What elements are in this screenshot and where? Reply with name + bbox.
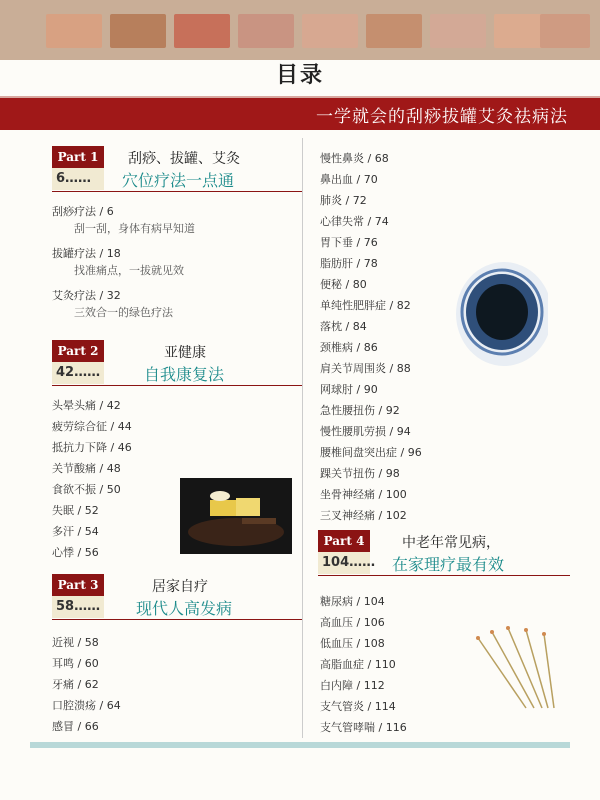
part2-header bbox=[52, 340, 302, 386]
part4-entry: 高脂血症 / 110 bbox=[320, 658, 396, 671]
part3-entry: 牙痛 / 62 bbox=[52, 678, 99, 691]
right-list-entry: 肩关节周围炎 / 88 bbox=[320, 362, 411, 375]
part4-page: 104…… bbox=[318, 552, 370, 574]
part3-rule bbox=[52, 619, 302, 620]
photo-cupping bbox=[174, 14, 230, 48]
part2-entry: 头晕头痛 / 42 bbox=[52, 399, 121, 412]
column-divider bbox=[302, 138, 303, 738]
part4-rule bbox=[318, 575, 570, 576]
part1-rule bbox=[52, 191, 302, 192]
part4-entry: 糖尿病 / 104 bbox=[320, 595, 385, 608]
part2-entry: 多汗 / 54 bbox=[52, 525, 99, 538]
food-photo bbox=[180, 478, 292, 554]
part1-header bbox=[52, 146, 302, 192]
title-banner bbox=[0, 96, 600, 130]
part4-entry: 支气管哮喘 / 116 bbox=[320, 721, 407, 734]
part3-title: 现代人高发病 bbox=[136, 599, 233, 618]
right-list-entry: 急性腰扭伤 / 92 bbox=[320, 404, 400, 417]
right-list-entry: 脂肪肝 / 78 bbox=[320, 257, 378, 270]
part2-entry: 心悸 / 56 bbox=[52, 546, 99, 559]
part4-title: 在家理疗最有效 bbox=[392, 555, 505, 574]
part2-rule bbox=[52, 385, 302, 386]
photo-moxa bbox=[110, 14, 166, 48]
part2-subtitle: 亚健康 bbox=[164, 345, 206, 361]
right-list-entry: 颈椎病 / 86 bbox=[320, 341, 378, 354]
part2-entry: 抵抗力下降 / 46 bbox=[52, 441, 132, 454]
part3-label: Part 3 bbox=[52, 574, 104, 596]
part3-entry: 耳鸣 / 60 bbox=[52, 657, 99, 670]
part3-entry: 口腔溃疡 / 64 bbox=[52, 699, 121, 712]
part3-header bbox=[52, 574, 302, 620]
part1-entry-1: 刮痧疗法 / 6 bbox=[52, 205, 114, 218]
part3-entry: 近视 / 58 bbox=[52, 636, 99, 649]
part2-page: 42…… bbox=[52, 362, 104, 384]
right-list-entry: 腰椎间盘突出症 / 96 bbox=[320, 446, 422, 459]
bottom-bar bbox=[30, 742, 570, 748]
part1-note-1: 刮一刮，身体有病早知道 bbox=[74, 222, 195, 235]
part1-title: 穴位疗法一点通 bbox=[122, 171, 235, 190]
photo-massage bbox=[540, 14, 590, 48]
part1-note-3: 三效合一的绿色疗法 bbox=[74, 306, 173, 319]
part2-entry: 关节酸痛 / 48 bbox=[52, 462, 121, 475]
banner-text: 一学就会的刮痧拔罐艾灸祛病法 bbox=[316, 107, 568, 127]
right-list-entry: 胃下垂 / 76 bbox=[320, 236, 378, 249]
part2-title: 自我康复法 bbox=[144, 365, 225, 384]
part4-label: Part 4 bbox=[318, 530, 370, 552]
right-list-entry: 落枕 / 84 bbox=[320, 320, 367, 333]
right-list-entry: 慢性腰肌劳损 / 94 bbox=[320, 425, 411, 438]
part4-header bbox=[318, 530, 570, 576]
part4-entry: 支气管炎 / 114 bbox=[320, 700, 396, 713]
part1-entry-3: 艾灸疗法 / 32 bbox=[52, 289, 121, 302]
page-title: 目录 bbox=[275, 63, 324, 88]
part4-entry: 高血压 / 106 bbox=[320, 616, 385, 629]
part3-entry: 感冒 / 66 bbox=[52, 720, 99, 733]
part1-label: Part 1 bbox=[52, 146, 104, 168]
needles-illustration bbox=[468, 624, 560, 714]
photo-skin bbox=[366, 14, 422, 48]
part2-entry: 食欲不振 / 50 bbox=[52, 483, 121, 496]
part2-label: Part 2 bbox=[52, 340, 104, 362]
part1-page: 6…… bbox=[52, 168, 104, 190]
part2-entry: 失眠 / 52 bbox=[52, 504, 99, 517]
part2-entry: 疲劳综合征 / 44 bbox=[52, 420, 132, 433]
photo-shoulder bbox=[430, 14, 486, 48]
part4-entry: 白内障 / 112 bbox=[320, 679, 385, 692]
right-list-entry: 慢性鼻炎 / 68 bbox=[320, 152, 389, 165]
right-list-entry: 网球肘 / 90 bbox=[320, 383, 378, 396]
photo-strip bbox=[0, 0, 600, 60]
photo-back-massage bbox=[46, 14, 102, 48]
right-list-entry: 三叉神经痛 / 102 bbox=[320, 509, 407, 522]
right-list-entry: 单纯性肥胖症 / 82 bbox=[320, 299, 411, 312]
part3-page: 58…… bbox=[52, 596, 104, 618]
right-list-entry: 肺炎 / 72 bbox=[320, 194, 367, 207]
part1-subtitle: 刮痧、拔罐、艾灸 bbox=[128, 151, 240, 167]
right-list-entry: 踝关节扭伤 / 98 bbox=[320, 467, 400, 480]
bowl-photo bbox=[452, 258, 548, 370]
right-list-entry: 坐骨神经痛 / 100 bbox=[320, 488, 407, 501]
part4-subtitle: 中老年常见病， bbox=[402, 535, 500, 551]
part3-subtitle: 居家自疗 bbox=[152, 579, 208, 595]
part4-entry: 低血压 / 108 bbox=[320, 637, 385, 650]
part1-note-2: 找准痛点，一拔就见效 bbox=[74, 264, 184, 277]
right-list-entry: 鼻出血 / 70 bbox=[320, 173, 378, 186]
photo-needle bbox=[302, 14, 358, 48]
part1-entry-2: 拔罐疗法 / 18 bbox=[52, 247, 121, 260]
right-list-entry: 心律失常 / 74 bbox=[320, 215, 389, 228]
photo-hand bbox=[238, 14, 294, 48]
right-list-entry: 便秘 / 80 bbox=[320, 278, 367, 291]
